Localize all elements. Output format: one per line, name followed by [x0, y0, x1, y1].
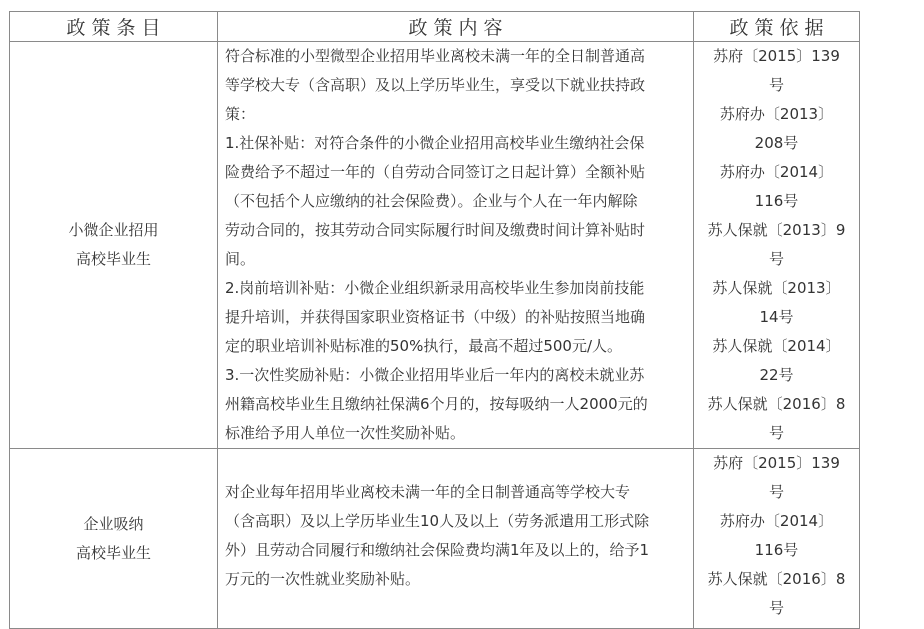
policy-item-text: 小微企业招用 [68, 221, 159, 239]
policy-basis-line: 22号 [759, 366, 794, 384]
policy-basis-line: 苏人保就〔2014〕 [712, 337, 841, 355]
policy-content-line: 策： [225, 105, 256, 123]
policy-content-line: （含高职）及以上学历毕业生10人及以上（劳务派遣用工形式除 [225, 512, 650, 530]
policy-content-line: 等学校大专（含高职）及以上学历毕业生，享受以下就业扶持政 [225, 76, 646, 94]
policy-basis-line: 号 [768, 424, 784, 442]
policy-basis-line: 116号 [754, 192, 799, 210]
policy-item-cell [10, 449, 218, 629]
policy-basis-cell [694, 42, 860, 449]
policy-basis-line: 苏府〔2015〕139 [713, 47, 840, 65]
policy-content-line: （不包括个人应缴纳的社会保险费）。企业与个人在一年内解除 [225, 192, 638, 210]
policy-content-line: 标准给予用人单位一次性奖励补贴。 [225, 424, 466, 442]
policy-content-line: 州籍高校毕业生且缴纳社保满6个月的，按每吸纳一人2000元的 [225, 395, 648, 413]
policy-content-line: 劳动合同的，按其劳动合同实际履行时间及缴费时间计算补贴时 [225, 221, 646, 239]
policy-basis-line: 苏府〔2015〕139 [713, 454, 840, 472]
policy-content-cell [218, 42, 694, 449]
policy-basis-line: 116号 [754, 541, 799, 559]
policy-basis-cell [694, 449, 860, 629]
policy-content-line: 外）且劳动合同履行和缴纳社会保险费均满1年及以上的，给予1 [225, 541, 650, 559]
policy-content-line: 2.岗前培训补贴：小微企业组织新录用高校毕业生参加岗前技能 [225, 279, 645, 297]
policy-basis-line: 苏人保就〔2013〕 [712, 279, 841, 297]
policy-basis-line: 号 [768, 76, 784, 94]
policy-content-line: 3.一次性奖励补贴：小微企业招用毕业后一年内的离校未就业苏 [225, 366, 645, 384]
policy-content-cell [218, 449, 694, 629]
policy-table [9, 11, 860, 629]
policy-item-text: 企业吸纳 [83, 514, 144, 533]
policy-content-line: 定的职业培训补贴标准的50%执行，最高不超过500元/人。 [225, 337, 623, 355]
table-row [10, 449, 860, 629]
policy-item-text: 高校毕业生 [75, 543, 151, 562]
policy-basis-line: 苏府办〔2014〕 [719, 512, 834, 530]
policy-item-text: 高校毕业生 [75, 250, 151, 268]
policy-content-line: 对企业每年招用毕业离校未满一年的全日制普通高等学校大专 [225, 483, 631, 501]
policy-content-line: 间。 [225, 250, 256, 268]
header-policy-content: 政策内容 [218, 12, 694, 42]
policy-basis-line: 苏府办〔2014〕 [719, 163, 834, 181]
policy-basis-line: 14号 [759, 308, 794, 326]
policy-basis-line: 苏人保就〔2016〕8 [707, 570, 846, 588]
policy-content-line: 万元的一次性就业奖励补贴。 [225, 570, 421, 588]
policy-basis-line: 208号 [754, 134, 799, 152]
header-policy-item: 政策条目 [10, 12, 218, 42]
table-row [10, 42, 860, 449]
table-header-row [10, 12, 860, 42]
policy-basis-line: 号 [768, 250, 784, 268]
policy-content-line: 1.社保补贴：对符合条件的小微企业招用高校毕业生缴纳社会保 [225, 134, 645, 152]
policy-content-line: 符合标准的小型微型企业招用毕业离校未满一年的全日制普通高 [225, 47, 646, 65]
header-policy-basis: 政策依据 [694, 12, 860, 42]
policy-item-cell [10, 42, 218, 449]
policy-basis-line: 苏人保就〔2013〕9 [707, 221, 846, 239]
policy-content-line: 险费给予不超过一年的（自劳动合同签订之日起计算）全额补贴 [225, 163, 646, 181]
policy-basis-line: 苏府办〔2013〕 [719, 105, 834, 123]
policy-basis-line: 苏人保就〔2016〕8 [707, 395, 846, 413]
policy-content-line: 提升培训，并获得国家职业资格证书（中级）的补贴按照当地确 [225, 308, 646, 326]
policy-basis-line: 号 [768, 483, 784, 501]
policy-basis-line: 号 [768, 599, 784, 617]
